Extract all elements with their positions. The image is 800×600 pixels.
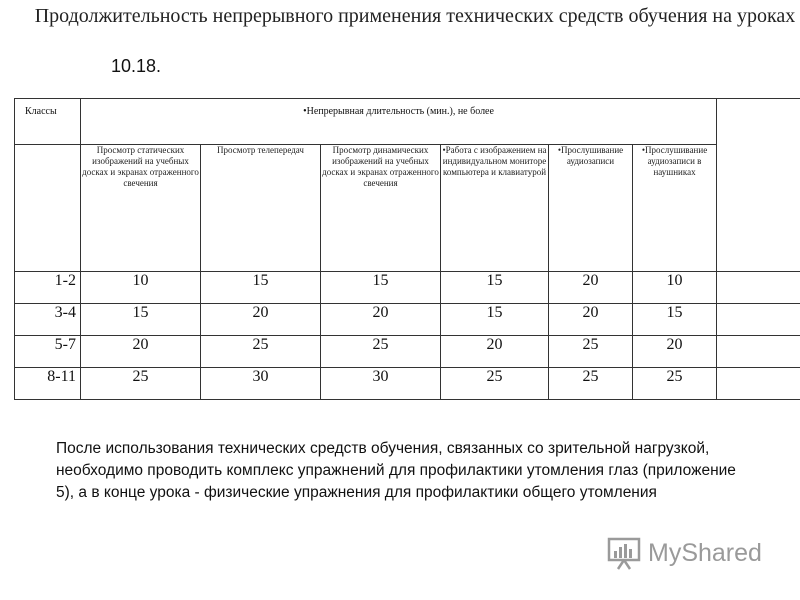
value-cell: 25 — [81, 368, 201, 400]
empty-cell — [717, 304, 800, 336]
table-row — [15, 368, 800, 400]
value-cell: 15 — [201, 272, 321, 304]
duration-table — [14, 98, 800, 400]
value-cell: 20 — [549, 272, 633, 304]
value-cell: 30 — [321, 368, 441, 400]
value-cell: 15 — [81, 304, 201, 336]
section-number: 10.18. — [111, 56, 162, 76]
value-cell: 25 — [549, 336, 633, 368]
value-cell: 15 — [321, 272, 441, 304]
value-cell: 20 — [441, 336, 549, 368]
value-cell: 25 — [201, 336, 321, 368]
column-header: Просмотр статических изображений на учебных досках и экранах отраженного свечения — [81, 145, 201, 272]
value-cell: 15 — [633, 304, 717, 336]
myshared-watermark[interactable] — [606, 536, 762, 570]
value-cell: 15 — [441, 272, 549, 304]
presentation-board-icon — [606, 536, 642, 570]
empty-cell — [717, 368, 800, 400]
value-cell: 20 — [321, 304, 441, 336]
watermark-brand: MyShared — [648, 538, 762, 567]
table-row — [15, 272, 800, 304]
column-header: Просмотр телепередач — [201, 145, 321, 272]
column-header: •Прослушивание аудиозаписи в наушниках — [633, 145, 717, 272]
header-continuous-duration: •Непрерывная длительность (мин.), не более — [81, 99, 717, 145]
value-cell: 20 — [549, 304, 633, 336]
table-row — [15, 304, 800, 336]
value-cell: 15 — [441, 304, 549, 336]
subheader-empty-cell — [15, 145, 81, 272]
value-cell: 20 — [633, 336, 717, 368]
grade-cell: 3-4 — [15, 304, 81, 336]
header-classes: Классы — [15, 99, 81, 145]
table-subheader-row — [15, 145, 800, 272]
value-cell: 25 — [549, 368, 633, 400]
column-header: •Прослушивание аудиозаписи — [549, 145, 633, 272]
header-empty-cell — [717, 99, 800, 272]
table-row — [15, 336, 800, 368]
value-cell: 10 — [81, 272, 201, 304]
empty-cell — [717, 336, 800, 368]
table-header-row — [15, 99, 800, 145]
grade-cell: 5-7 — [15, 336, 81, 368]
column-header: •Работа с изображением на индивидуальном мониторе компьютера и клавиатурой — [441, 145, 549, 272]
value-cell: 20 — [81, 336, 201, 368]
empty-cell — [717, 272, 800, 304]
page-title: Продолжительность непрерывного применения технических средств обучения на уроках — [34, 5, 796, 27]
value-cell: 20 — [201, 304, 321, 336]
column-header: Просмотр динамических изображений на учебных досках и экранах отраженного свечения — [321, 145, 441, 272]
value-cell: 30 — [201, 368, 321, 400]
value-cell: 25 — [321, 336, 441, 368]
value-cell: 10 — [633, 272, 717, 304]
value-cell: 25 — [441, 368, 549, 400]
value-cell: 25 — [633, 368, 717, 400]
note-paragraph: После использования технических средств обучения, связанных со зрительной нагрузкой, необходимо проводить комплекс упражнений для профилактики утомления глаз (приложение 5), а в конце урока - физические упражнения для профилактики общего утомления — [56, 440, 736, 501]
grade-cell: 8-11 — [15, 368, 81, 400]
grade-cell: 1-2 — [15, 272, 81, 304]
